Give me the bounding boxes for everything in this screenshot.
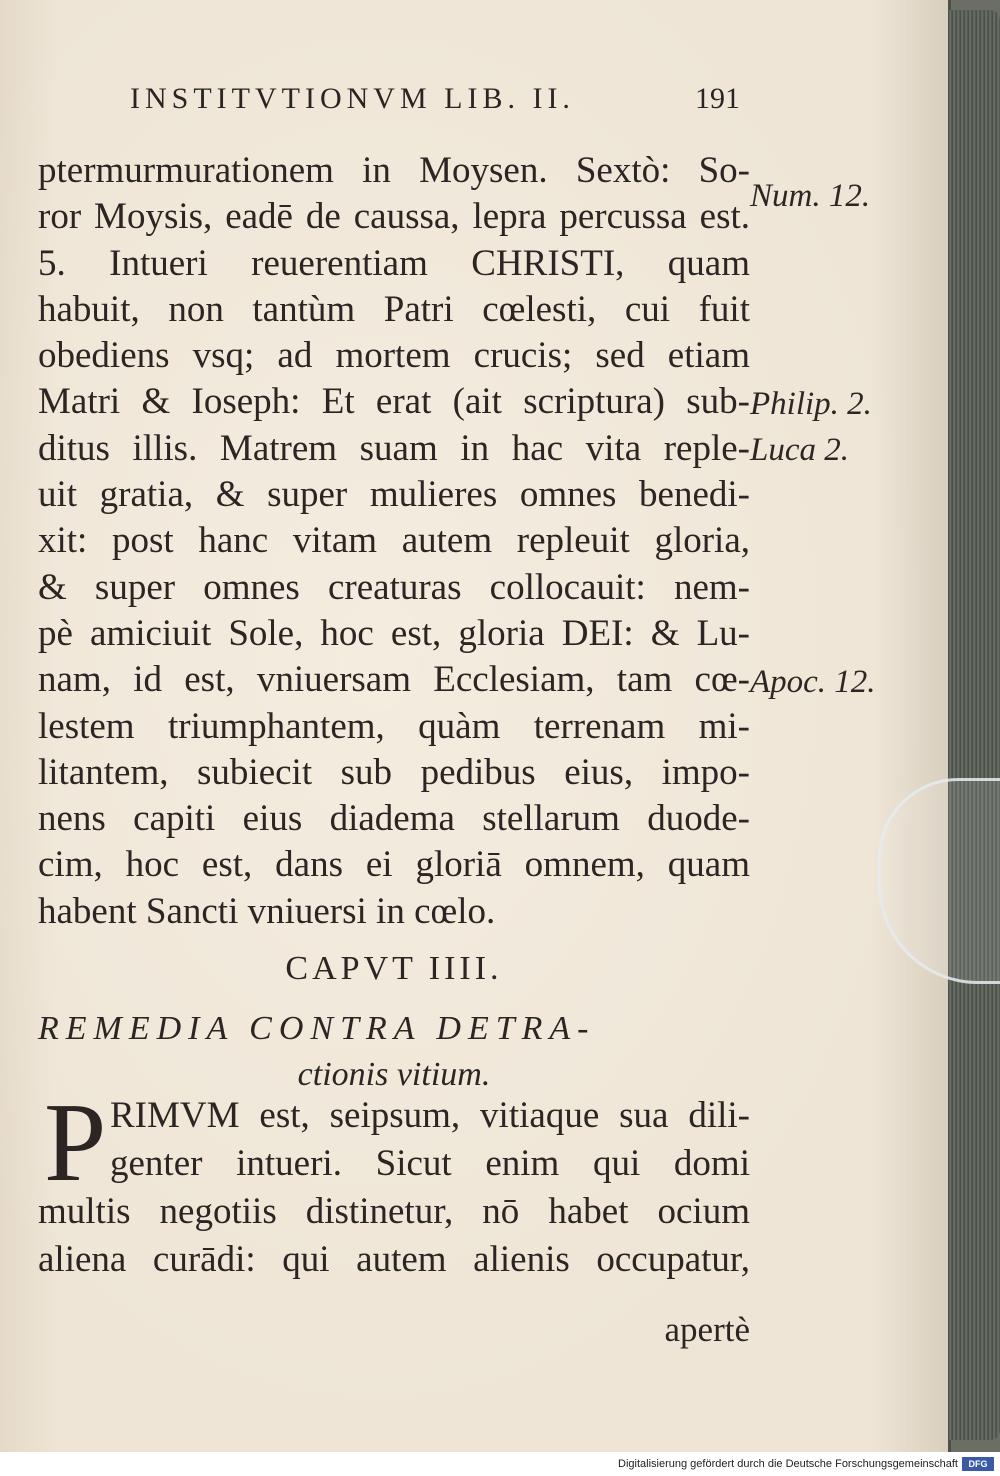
text-line: pè amiciuit Sole, hoc est, gloria DEI: & Lu- bbox=[38, 612, 750, 654]
text-line: nens capiti eius diadema stellarum duode- bbox=[38, 798, 750, 840]
page-edges bbox=[948, 10, 1000, 1440]
text-line: lestem triumphantem, quàm terrenam mi- bbox=[38, 705, 750, 747]
running-title: INSTITVTIONVM LIB. II. bbox=[130, 82, 575, 115]
body-text bbox=[38, 148, 750, 935]
text-line: ptermurmurationem in Moysen. Sextò: So- bbox=[38, 150, 750, 191]
margin-note-num: Num. 12. bbox=[750, 178, 871, 214]
text-line: aliena curādi: qui autem alienis occupatur, bbox=[38, 1239, 750, 1280]
text-line: uit gratia, & super mulieres omnes benedi- bbox=[38, 474, 750, 516]
text-line: RIMVM est, seipsum, vitiaque sua dili- bbox=[110, 1095, 750, 1136]
text-line: litantem, subiecit sub pedibus eius, impo- bbox=[38, 751, 750, 793]
dfg-logo: DFG bbox=[962, 1457, 994, 1471]
text-line: Matri & Ioseph: Et erat (ait scriptura) sub- bbox=[38, 381, 750, 423]
chapter-heading: CAPVT IIII. bbox=[285, 950, 503, 987]
paragraph-2 bbox=[38, 1081, 750, 1284]
text-line: habuit, non tantùm Patri cœlesti, cui fuit bbox=[38, 288, 750, 330]
text-line: ditus illis. Matrem suam in hac vita reple- bbox=[38, 427, 750, 469]
footer-credit: Digitalisierung gefördert durch die Deutsche Forschungsgemeinschaft bbox=[618, 1458, 958, 1470]
text-line: cim, hoc est, dans ei gloriā omnem, quam bbox=[38, 844, 750, 886]
text-line: obediens vsq; ad mortem crucis; sed etiam bbox=[38, 335, 750, 377]
text-line: ror Moysis, eadē de caussa, lepra percussa est. bbox=[38, 196, 750, 238]
running-head bbox=[130, 82, 740, 122]
margin-note-luca: Luca 2. bbox=[750, 432, 849, 468]
subheading-line: REMEDIA CONTRA DETRA- bbox=[38, 1010, 596, 1047]
text-line: genter intueri. Sicut enim qui domi bbox=[110, 1143, 750, 1184]
drop-cap: P bbox=[44, 1081, 107, 1205]
page-number: 191 bbox=[695, 82, 740, 115]
margin-note-apoc: Apoc. 12. bbox=[750, 664, 876, 700]
subheading-line: ctionis vitium. bbox=[297, 1056, 491, 1093]
catchword: apertè bbox=[664, 1310, 750, 1349]
text-line: habent Sancti vniuersi in cœlo. bbox=[38, 890, 496, 932]
text-line: 5. Intueri reuerentiam CHRISTI, quam bbox=[38, 242, 750, 284]
footer-bar bbox=[0, 1452, 1000, 1476]
chapter-subheading bbox=[38, 1006, 750, 1098]
text-line: & super omnes creaturas collocauit: nem- bbox=[38, 566, 750, 608]
text-line: multis negotiis distinetur, nō habet ocium bbox=[38, 1191, 750, 1232]
text-line: xit: post hanc vitam autem repleuit gloria, bbox=[38, 520, 750, 562]
margin-note-philip: Philip. 2. bbox=[750, 386, 872, 422]
text-line: nam, id est, vniuersam Ecclesiam, tam cœ- bbox=[38, 659, 750, 701]
